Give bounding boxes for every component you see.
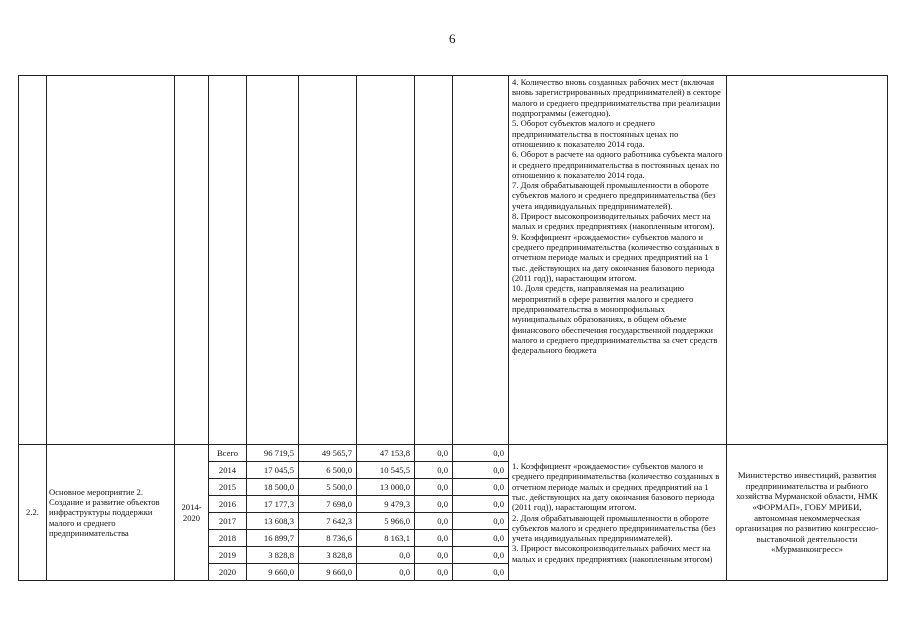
funding-cell: 0,0 (357, 564, 415, 581)
year-cell: 2018 (209, 530, 247, 547)
total-cell: 13 608,3 (247, 513, 299, 530)
indicator-10: 10. Доля средств, направляемая на реализацию мероприятий в сфере развития малого и среднего предпринимательства в монопрофильных муниципальных образованиях, в общем объеме финансового обеспечения государственной поддержки малого и среднего предпринимательства за счет средств федерального бюджета (512, 283, 718, 356)
funding-row (19, 445, 888, 462)
funding-cell: 0,0 (453, 513, 509, 530)
funding-cell: 0,0 (415, 496, 453, 513)
funding-cell: 49 565,7 (299, 445, 357, 462)
year-cell: 2020 (209, 564, 247, 581)
year-cell: 2015 (209, 479, 247, 496)
funding-cell: 13 000,0 (357, 479, 415, 496)
total-cell: 96 719,5 (247, 445, 299, 462)
funding-cell: 7 698,0 (299, 496, 357, 513)
funding-cell: 5 966,0 (357, 513, 415, 530)
activity-indicator: 2. Доля обрабатывающей промышленности в обороте субъектов малого и среднего предпринимательства (без учета индивидуальных предпринимателей). (512, 512, 716, 544)
funding-cell: 9 479,3 (357, 496, 415, 513)
funding-cell: 0,0 (453, 462, 509, 479)
program-table (18, 75, 888, 581)
funding-cell: 0,0 (415, 564, 453, 581)
funding-cell: 0,0 (453, 547, 509, 564)
responsible-executors: Министерство инвестиций, развития предпринимательства и рыбного хозяйства Мурманской области, НМК «ФОРМАП», ГОБУ МРИБИ, автономная некоммерческая организация по развитию конгрессно-выставочной деятельности «Мурманконгресс» (727, 445, 888, 581)
target-indicators-cell (509, 76, 727, 445)
funding-cell: 3 828,8 (299, 547, 357, 564)
total-cell: 3 828,8 (247, 547, 299, 564)
funding-cell: 8 736,6 (299, 530, 357, 547)
funding-cell: 8 163,1 (357, 530, 415, 547)
funding-cell: 0,0 (415, 530, 453, 547)
funding-cell: 9 660,0 (299, 564, 357, 581)
funding-cell: 0,0 (453, 445, 509, 462)
activity-period: 2014-2020 (175, 445, 209, 581)
funding-cell: 0,0 (415, 547, 453, 564)
year-cell: 2014 (209, 462, 247, 479)
year-cell: 2019 (209, 547, 247, 564)
funding-cell: 0,0 (453, 496, 509, 513)
total-cell: 18 500,0 (247, 479, 299, 496)
indicator-4: 4. Количество вновь созданных рабочих мест (включая вновь зарегистрированных предпринимателей) в секторе малого и среднего предпринимательства при реализации подпрограммы (ежегодно). (512, 77, 721, 118)
activity-indicators-cell (509, 445, 727, 581)
indicator-7: 7. Доля обрабатывающей промышленности в обороте субъектов малого и среднего предпринимательства (без учета индивидуальных предпринимателей). (512, 180, 716, 211)
indicator-6: 6. Оборот в расчете на одного работника субъекта малого и среднего предпринимательства в постоянных ценах по отношению к показателю 2014 года. (512, 149, 723, 180)
funding-cell: 0,0 (415, 445, 453, 462)
funding-cell: 0,0 (453, 479, 509, 496)
funding-cell: 0,0 (357, 547, 415, 564)
total-cell: 9 660,0 (247, 564, 299, 581)
total-cell: 16 899,7 (247, 530, 299, 547)
continuation-row (19, 76, 888, 445)
total-cell: 17 177,3 (247, 496, 299, 513)
funding-cell: 47 153,8 (357, 445, 415, 462)
funding-cell: 10 545,5 (357, 462, 415, 479)
total-cell: 17 045,5 (247, 462, 299, 479)
funding-cell: 6 500,0 (299, 462, 357, 479)
page-number: 6 (449, 31, 456, 46)
activity-indicator: 3. Прирост высокопроизводительных рабочих мест на малых и средних предприятиях (накопленным итогом) (512, 543, 713, 564)
activity-number: 2.2. (19, 445, 47, 581)
funding-cell: 5 500,0 (299, 479, 357, 496)
indicator-5: 5. Оборот субъектов малого и среднего предпринимательства в постоянных ценах по отношению к показателю 2014 года. (512, 118, 679, 149)
indicator-8: 8. Прирост высокопроизводительных рабочих мест на малых и средних предприятиях (накопленным итогом). (512, 211, 715, 232)
funding-cell: 0,0 (415, 479, 453, 496)
activity-indicator: 1. Коэффициент «рождаемости» субъектов малого и среднего предпринимательства (количество созданных в отчетном периоде малых и средних предприятий на 1 тыс. действующих на дату окончания базового периода (2011 год)), нарастающим итогом. (512, 460, 720, 513)
activity-name: Основное мероприятие 2. Создание и развитие объектов инфраструктуры поддержки малого и среднего предпринимательства (47, 445, 175, 581)
funding-cell: 7 642,3 (299, 513, 357, 530)
year-cell: 2017 (209, 513, 247, 530)
funding-cell: 0,0 (415, 513, 453, 530)
indicator-9: 9. Коэффициент «рождаемости» субъектов малого и среднего предпринимательства (количество созданных в отчетном периоде малых и средних предприятий на 1 тыс. действующих на дату окончания базового периода (2011 год)), нарастающим итогом. (512, 231, 720, 283)
funding-cell: 0,0 (453, 564, 509, 581)
funding-cell: 0,0 (415, 462, 453, 479)
year-cell: Всего (209, 445, 247, 462)
year-cell: 2016 (209, 496, 247, 513)
funding-cell: 0,0 (453, 530, 509, 547)
